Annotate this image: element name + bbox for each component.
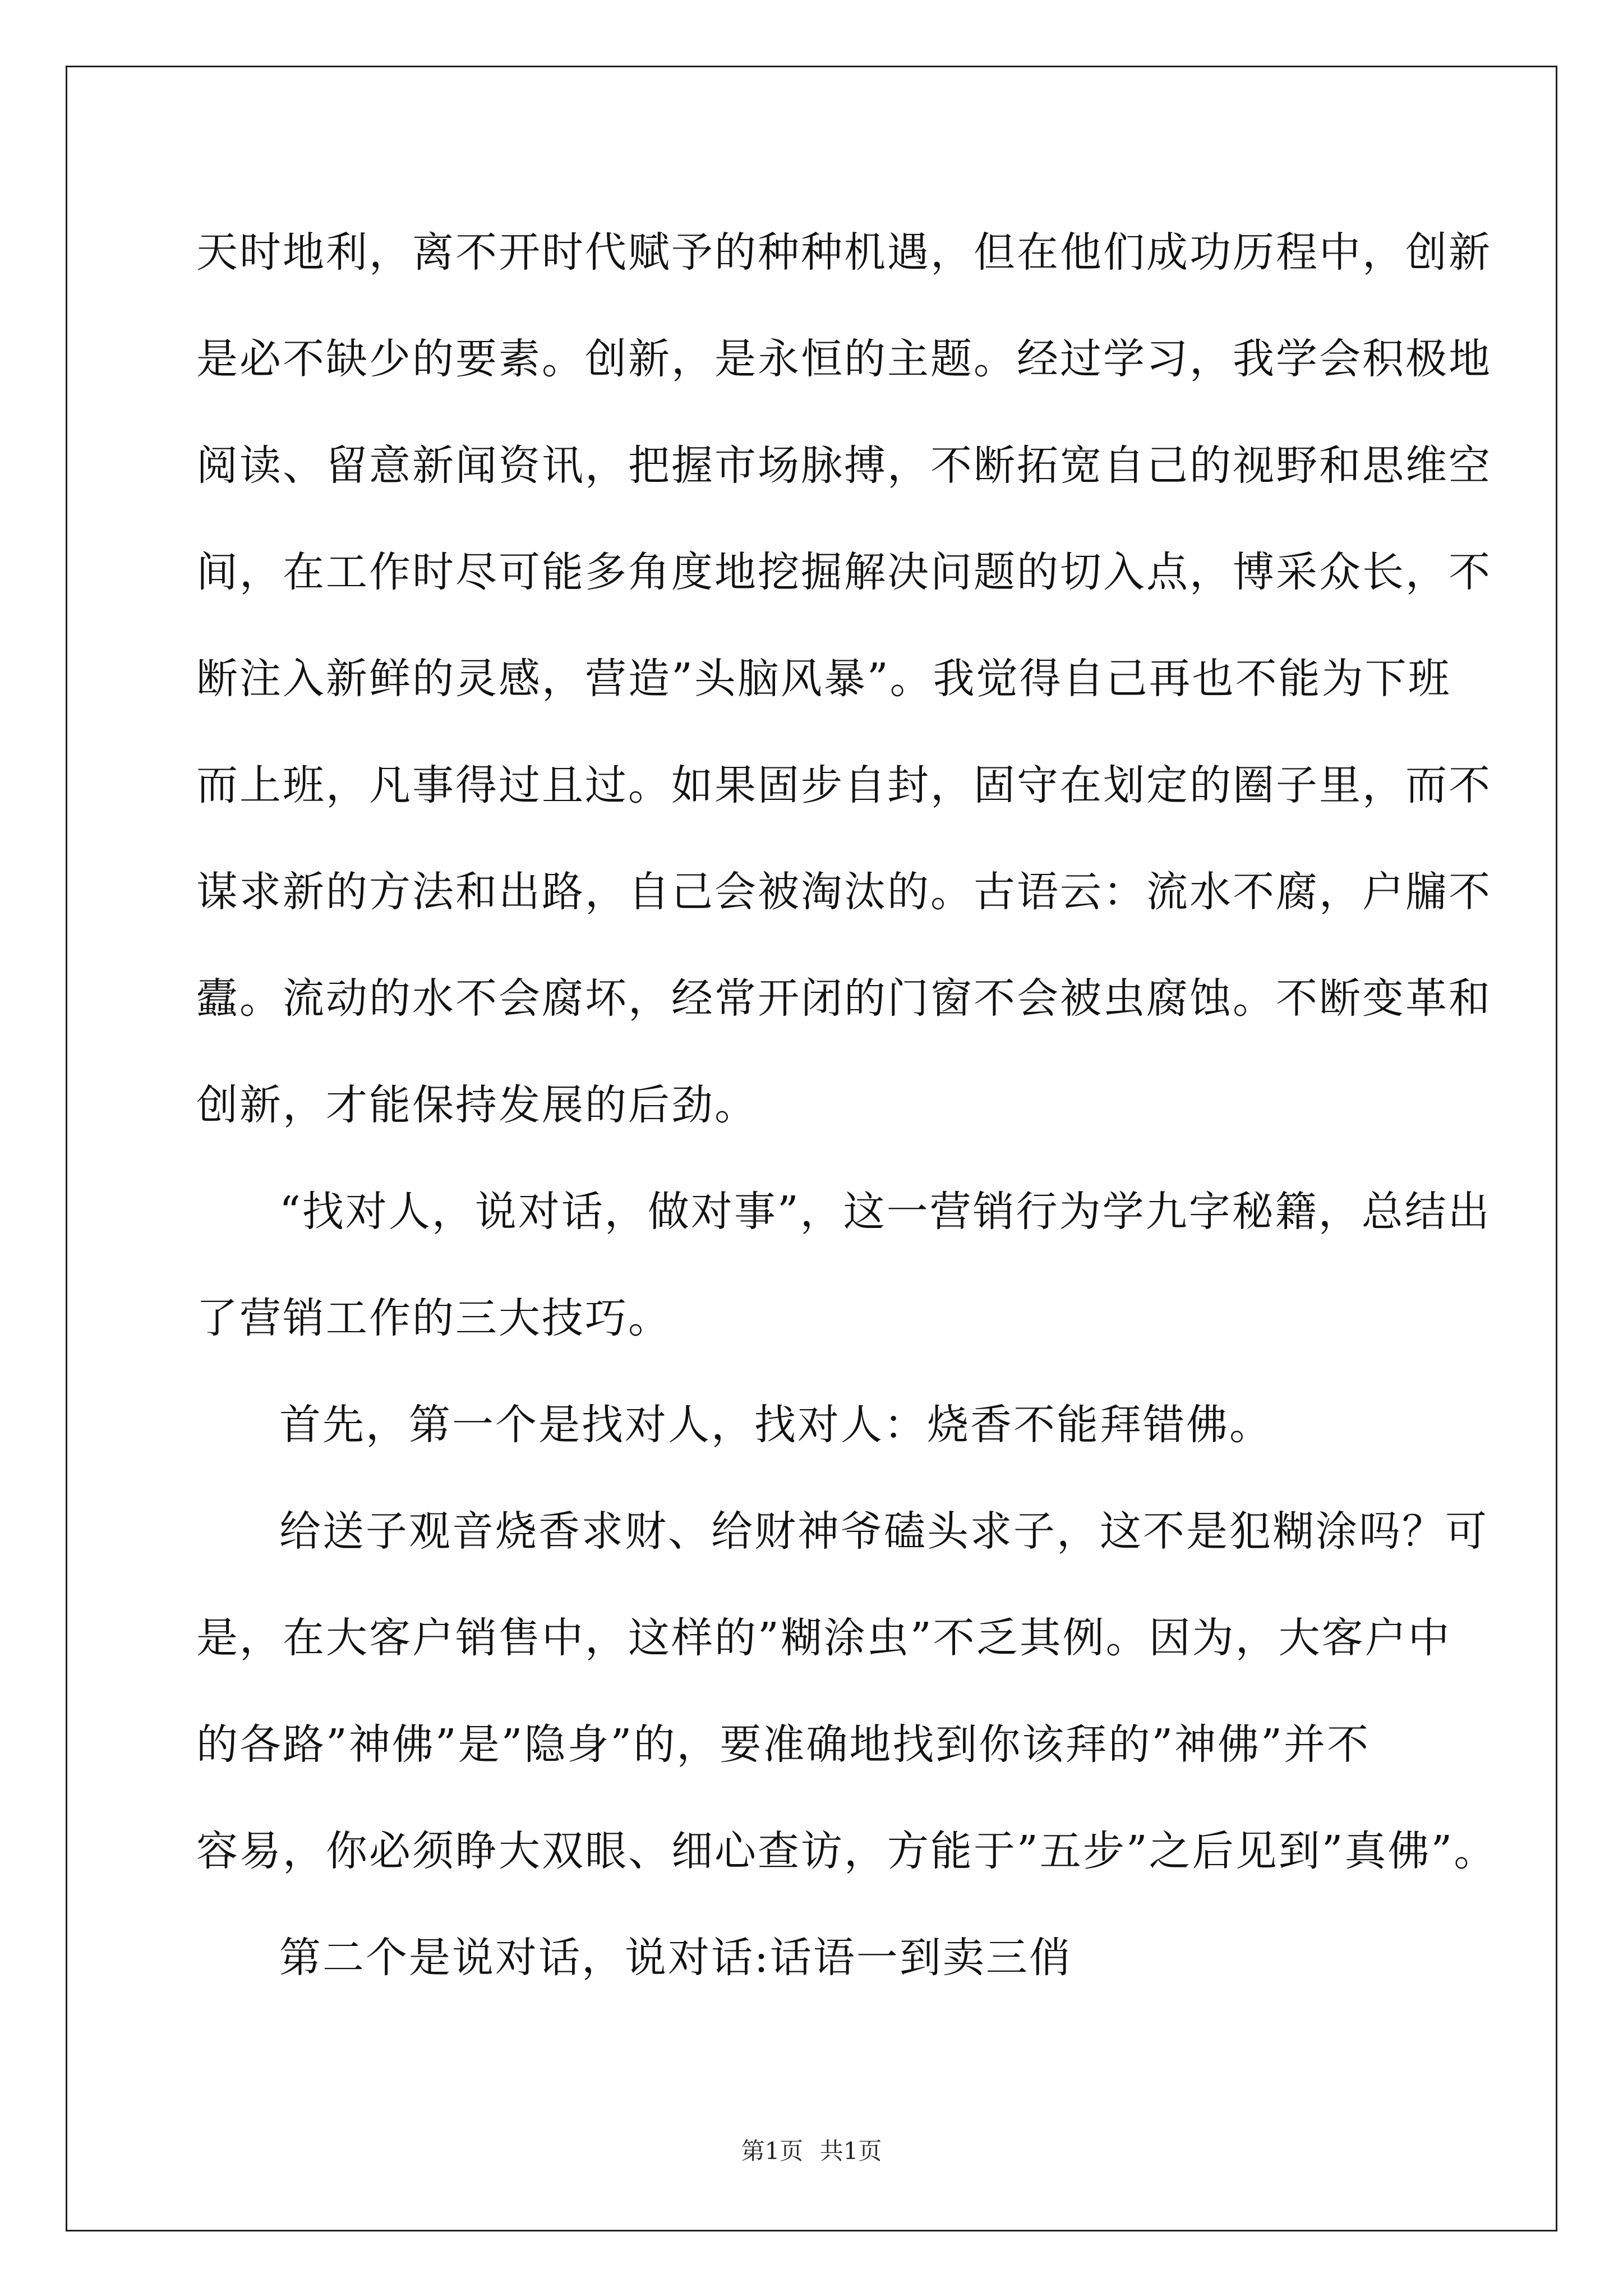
text-line: 了营销工作的三大技巧。 [196, 1294, 671, 1342]
text-line: 而上班，凡事得过且过。如果固步自封，固守在划定的圈子里，而不 [196, 761, 1492, 809]
text-line: 天时地利，离不开时代赋予的种种机遇，但在他们成功历程中，创新 [196, 228, 1492, 277]
page-number: 第1页 [741, 2137, 804, 2165]
text-line: 的各路”神佛”是”隐身”的，要准确地找到你该拜的”神佛”并不 [196, 1720, 1370, 1769]
text-line: 断注入新鲜的灵感，营造”头脑风暴”。我觉得自己再也不能为下班 [196, 655, 1451, 703]
text-line: 是必不缺少的要素。创新，是永恒的主题。经过学习，我学会积极地 [196, 335, 1492, 383]
text-line: 间，在工作时尽可能多角度地挖掘解决问题的切入点，博采众长，不 [196, 548, 1492, 596]
paragraph-start: 第二个是说对话，说对话:话语一到卖三俏 [279, 1934, 1072, 1982]
text-line: 蠹。流动的水不会腐坏，经常开闭的门窗不会被虫腐蚀。不断变革和 [196, 974, 1492, 1023]
page-footer [0, 2134, 1623, 2168]
text-line: 创新，才能保持发展的后劲。 [196, 1081, 758, 1129]
page-frame [66, 66, 1557, 2231]
text-line: 阅读、留意新闻资讯，把握市场脉搏，不断拓宽自己的视野和思维空 [196, 441, 1492, 490]
page-total: 共1页 [819, 2137, 882, 2165]
paragraph-start: 首先，第一个是找对人，找对人：烧香不能拜错佛。 [279, 1401, 1272, 1449]
paragraph-start: 给送子观音烧香求财、给财神爷磕头求子，这不是犯糊涂吗？可 [279, 1507, 1488, 1556]
text-line: 容易，你必须睁大双眼、细心查访，方能于”五步”之后见到”真佛”。 [196, 1827, 1497, 1875]
text-line: 是，在大客户销售中，这样的”糊涂虫”不乏其例。因为，大客户中 [196, 1614, 1451, 1662]
paragraph-start: “找对人，说对话，做对事”，这一营销行为学九字秘籍，总结出 [279, 1188, 1491, 1236]
text-line: 谋求新的方法和出路，自己会被淘汰的。古语云：流水不腐，户牖不 [196, 868, 1492, 916]
